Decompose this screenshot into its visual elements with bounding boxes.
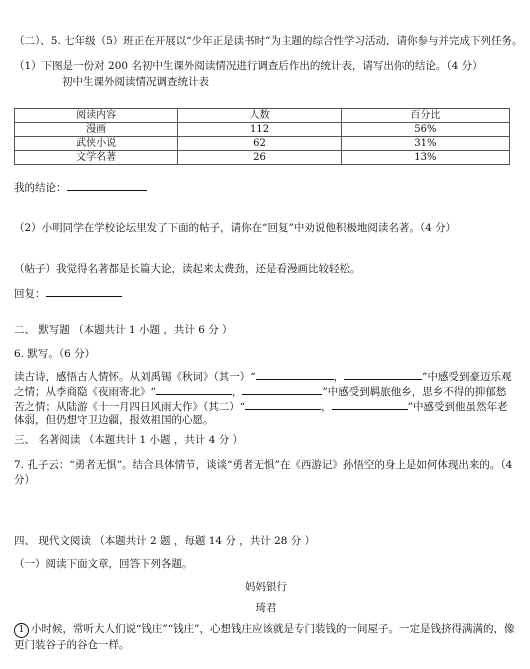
q6-blank-4[interactable] [242, 383, 322, 395]
q6-text: 苦之情；从陆游《十一月四日风雨大作》（其二）“ [14, 401, 246, 413]
survey-table [14, 108, 510, 165]
q6-text: ”中感受到羁旅他乡，思乡不得的抑郁愁 [322, 386, 507, 398]
q5-intro: （二）、5. 七年级（5）班正在开展以“少年正是读书时”为主题的综合性学习活动，请你参与并完成下列任务。 [14, 35, 523, 47]
q6-text: ， [321, 401, 332, 413]
table-row [15, 151, 510, 165]
paragraph-1 [14, 622, 518, 653]
section3-title: 三、 名著阅读 （本题共计 1 小题 ，共计 4 分 ） [14, 434, 244, 446]
q6-text: ”中感受到他虽然年老 [407, 401, 508, 413]
table-cell: 62 [178, 137, 341, 151]
q6-text: ”中感受到豪迈乐观 [422, 371, 512, 383]
table-cell: 漫画 [15, 123, 178, 137]
q5-part2: （2）小明同学在学校论坛里发了下面的帖子，请你在“回复”中劝说他积极地阅读名著。（4 分） [14, 222, 457, 234]
q6-text: ， [333, 371, 345, 383]
q7: 7. 孔子云：“勇者无惧”。结合具体情节，谈谈“勇者无惧”在《西游记》孙悟空的身上是如何体现出来的。（4 分） [14, 459, 513, 486]
paragraph-number: 1 [14, 623, 29, 638]
table-cell: 26 [178, 151, 341, 165]
table-cell: 13% [341, 151, 509, 165]
q5-part1: （1）下图是一份对 200 名初中生课外阅读情况进行调查后作出的统计表，请写出你的结论。（4 分） [14, 60, 483, 72]
forum-post: （帖子）我觉得名著都是长篇大论，读起来太费劲，还是看漫画比较轻松。 [14, 263, 361, 275]
paragraph-text: 小时候，常听大人们说“钱庄”“钱庄”，心想钱庄应该就是专门装钱的一间屋子。一定是钱挤得满满的，像更门装谷子的谷仓一样。 [14, 623, 515, 651]
table-cell: 31% [341, 137, 509, 151]
q6-blank-6[interactable] [332, 398, 408, 410]
table-cell: 武侠小说 [15, 137, 178, 151]
reply-line [14, 285, 518, 302]
conclusion-line [14, 179, 518, 196]
reply-answer-blank[interactable] [46, 285, 122, 297]
q6-text: ， [231, 386, 243, 398]
q6-text: 之情；从李商隐《夜雨寄北》“ [14, 386, 156, 398]
q6-blank-1[interactable] [256, 368, 334, 380]
q6-blank-5[interactable] [245, 398, 321, 410]
q6-text: 读古诗，感悟古人情怀。从刘禹锡《秋词》（其一）“ [14, 371, 256, 383]
q6-line4: 体弱，但仍想守卫边疆，报效祖国的心愿。 [14, 414, 214, 426]
table-cell: 文学名著 [15, 151, 178, 165]
section4-title: 四、 现代文阅读 （本题共计 2 题 ，每题 14 分 ，共计 28 分 ） [14, 535, 316, 547]
table-header-cell: 百分比 [341, 109, 509, 123]
table-cell: 112 [178, 123, 341, 137]
q6-title: 6. 默写。（6 分） [14, 348, 96, 360]
table-cell: 56% [341, 123, 509, 137]
table-title: 初中生课外阅读情况调查统计表 [62, 76, 209, 88]
table-row [15, 137, 510, 151]
article-author: 琦君 [255, 602, 277, 614]
table-header-cell: 阅读内容 [15, 109, 178, 123]
table-row [15, 123, 510, 137]
conclusion-answer-blank[interactable] [67, 179, 147, 191]
section4-subtitle: （一）阅读下面文章，回答下列各题。 [14, 558, 193, 570]
q6-blank-3[interactable] [156, 383, 232, 395]
table-header-row [15, 109, 510, 123]
conclusion-label: 我的结论： [14, 182, 67, 194]
q6-blank-2[interactable] [344, 368, 422, 380]
article-title: 妈妈银行 [245, 581, 287, 593]
table-header-cell: 人数 [178, 109, 341, 123]
section2-title: 二、 默写题 （本题共计 1 小题 ，共计 6 分 ） [14, 324, 233, 336]
reply-label: 回复： [14, 288, 46, 300]
